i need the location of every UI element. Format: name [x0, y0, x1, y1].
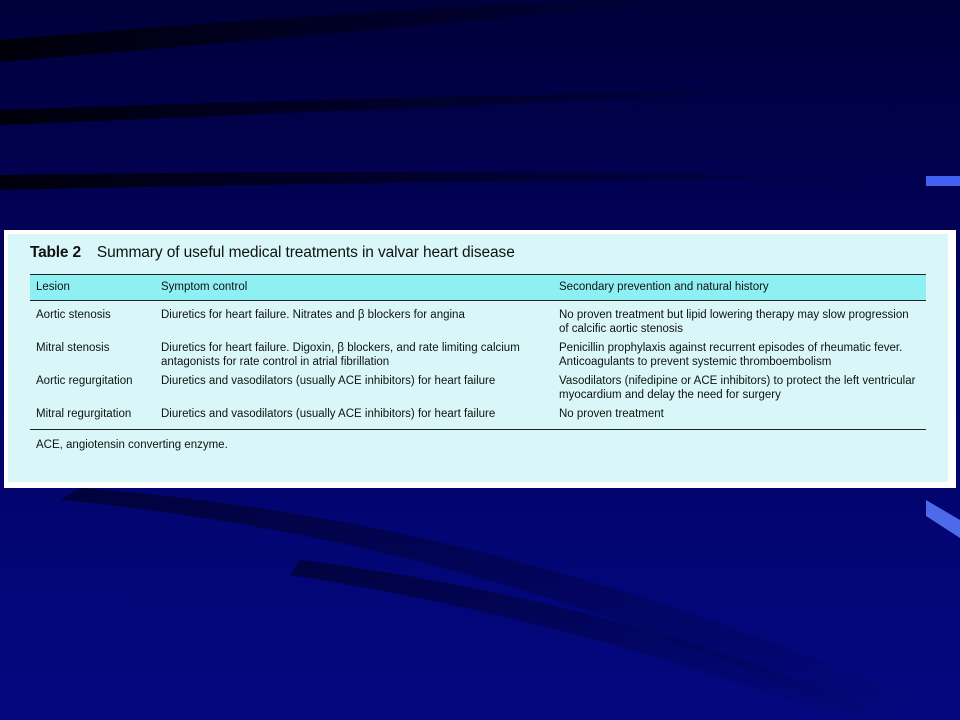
column-header-symptom-control: Symptom control [155, 275, 553, 301]
table-row [30, 371, 926, 404]
symptom-control-cell: Diuretics for heart failure. Digoxin, β blockers, and rate limiting calcium antagonists for rate control in atrial fibrillation [161, 342, 520, 368]
lesion-cell: Mitral stenosis [36, 342, 110, 354]
lesion-cell: Mitral regurgitation [30, 404, 155, 429]
table-row [30, 301, 926, 339]
table-footnote: ACE, angiotensin converting enzyme. [36, 438, 228, 451]
lesion-cell: Aortic regurgitation [36, 375, 133, 387]
table-heading [30, 244, 930, 274]
header-row [30, 275, 926, 301]
table-label: Table 2 [30, 244, 81, 261]
treatments-table [30, 274, 926, 430]
table-panel [4, 230, 956, 488]
symptom-control-cell: Diuretics and vasodilators (usually ACE inhibitors) for heart failure [161, 375, 496, 387]
table-card [8, 234, 948, 482]
secondary-prevention-cell: Vasodilators (nifedipine or ACE inhibitors) to protect the left ventricular myocardium and delay the need for surgery [559, 375, 916, 401]
secondary-prevention-cell: Penicillin prophylaxis against recurrent episodes of rheumatic fever. Anticoagulants to prevent systemic thromboembolism [559, 342, 903, 368]
secondary-prevention-cell: No proven treatment [553, 404, 926, 429]
table-row [30, 338, 926, 371]
symptom-control-cell: Diuretics for heart failure. Nitrates and β blockers for angina [161, 309, 465, 321]
table-row [30, 404, 926, 429]
column-header-lesion: Lesion [30, 275, 155, 301]
column-header-secondary-prevention: Secondary prevention and natural history [553, 275, 926, 301]
lesion-cell: Aortic stenosis [36, 309, 111, 321]
symptom-control-cell: Diuretics and vasodilators (usually ACE inhibitors) for heart failure [155, 404, 553, 429]
table-title: Summary of useful medical treatments in valvar heart disease [96, 244, 515, 261]
secondary-prevention-cell: No proven treatment but lipid lowering therapy may slow progression of calcific aortic stenosis [559, 309, 909, 335]
